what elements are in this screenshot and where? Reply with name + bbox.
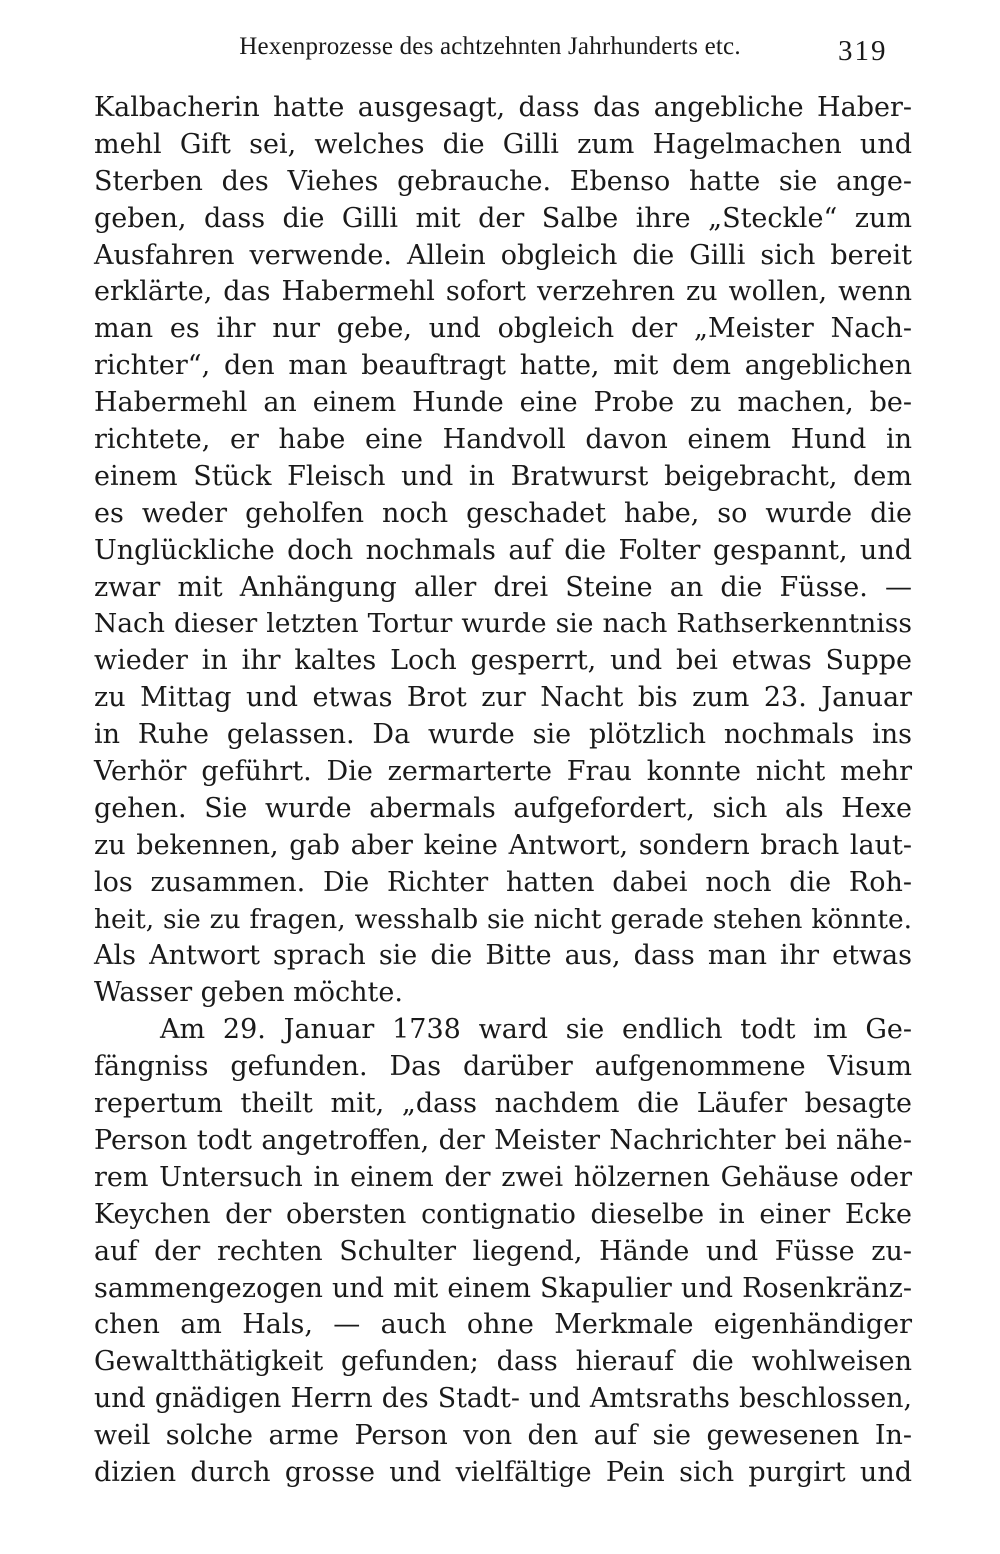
text-line: Ausfahren verwende. Allein obgleich die Gilli sich bereit	[94, 239, 912, 271]
text-line: weil solche arme Person von den auf sie gewesenen In-	[94, 1420, 912, 1452]
text-line: chen am Hals, — auch ohne Merkmale eigenhändiger	[94, 1309, 912, 1341]
text-line: Am 29. Januar 1738 ward sie endlich todt im Ge-	[160, 1014, 912, 1046]
text-line: Verhör geführt. Die zermarterte Frau konnte nicht mehr	[94, 756, 912, 788]
text-line: Kalbacherin hatte ausgesagt, dass das angebliche Haber-	[94, 92, 912, 123]
text-line: in Ruhe gelassen. Da wurde sie plötzlich nochmals ins	[94, 719, 912, 751]
text-line: Gewaltthätigkeit gefunden; dass hierauf die wohlweisen	[94, 1346, 912, 1378]
text-line: und gnädigen Herrn des Stadt- und Amtsraths beschlossen,	[94, 1383, 912, 1415]
text-line: rem Untersuch in einem der zwei hölzernen Gehäuse oder	[94, 1161, 912, 1193]
text-line: erklärte, das Habermehl sofort verzehren zu wollen, wenn	[94, 276, 912, 308]
running-title: Hexenprozesse des achtzehnten Jahrhunderts etc.	[239, 33, 741, 60]
text-line: richter“, den man beauftragt hatte, mit dem angeblichen	[94, 350, 912, 382]
text-line: Als Antwort sprach sie die Bitte aus, dass man ihr etwas	[94, 940, 912, 972]
text-line: Unglückliche doch nochmals auf die Folter gespannt, und	[94, 534, 912, 566]
text-line: repertum theilt mit, „dass nachdem die Läufer besagte	[94, 1088, 912, 1120]
text-line: Person todt angetroffen, der Meister Nachrichter bei nähe-	[94, 1124, 912, 1156]
body-text	[94, 90, 912, 1492]
paragraph-1	[94, 90, 912, 1012]
text-line: heit, sie zu fragen, wesshalb sie nicht gerade stehen könnte.	[94, 903, 912, 935]
text-line: man es ihr nur gebe, und obgleich der „Meister Nach-	[94, 313, 912, 345]
text-line: zwar mit Anhängung aller drei Steine an die Füsse. —	[94, 571, 912, 603]
text-line: Wasser geben möchte.	[94, 977, 403, 1009]
text-line: gehen. Sie wurde abermals aufgefordert, sich als Hexe	[94, 792, 912, 824]
paragraph-2	[94, 1012, 912, 1492]
text-line: wieder in ihr kaltes Loch gesperrt, und bei etwas Suppe	[94, 645, 912, 677]
text-line: Keychen der obersten contignatio dieselbe in einer Ecke	[94, 1198, 912, 1230]
text-line: mehl Gift sei, welches die Gilli zum Hagelmachen und	[94, 128, 912, 160]
page-header	[0, 30, 1000, 70]
text-line: einem Stück Fleisch und in Bratwurst beigebracht, dem	[94, 460, 912, 492]
text-line: sammengezogen und mit einem Skapulier und Rosenkränz-	[94, 1272, 912, 1304]
text-line: auf der rechten Schulter liegend, Hände und Füsse zu-	[94, 1235, 912, 1267]
text-line: zu bekennen, gab aber keine Antwort, sondern brach laut-	[94, 829, 912, 861]
text-line: fängniss gefunden. Das darüber aufgenommene Visum	[94, 1051, 912, 1083]
text-line: los zusammen. Die Richter hatten dabei noch die Roh-	[94, 866, 912, 898]
text-line: zu Mittag und etwas Brot zur Nacht bis zum 23. Januar	[94, 682, 912, 714]
page-number: 319	[838, 35, 888, 67]
text-line: geben, dass die Gilli mit der Salbe ihre „Steckle“ zum	[94, 202, 912, 234]
text-line: es weder geholfen noch geschadet habe, so wurde die	[94, 497, 912, 529]
text-line: Sterben des Viehes gebrauche. Ebenso hatte sie ange-	[94, 165, 912, 197]
text-line: dizien durch grosse und vielfältige Pein sich purgirt und	[94, 1456, 912, 1488]
text-line: Habermehl an einem Hunde eine Probe zu machen, be-	[94, 387, 912, 419]
text-line: richtete, er habe eine Handvoll davon einem Hund in	[94, 424, 912, 456]
text-line: Nach dieser letzten Tortur wurde sie nach Rathserkenntniss	[94, 608, 912, 640]
